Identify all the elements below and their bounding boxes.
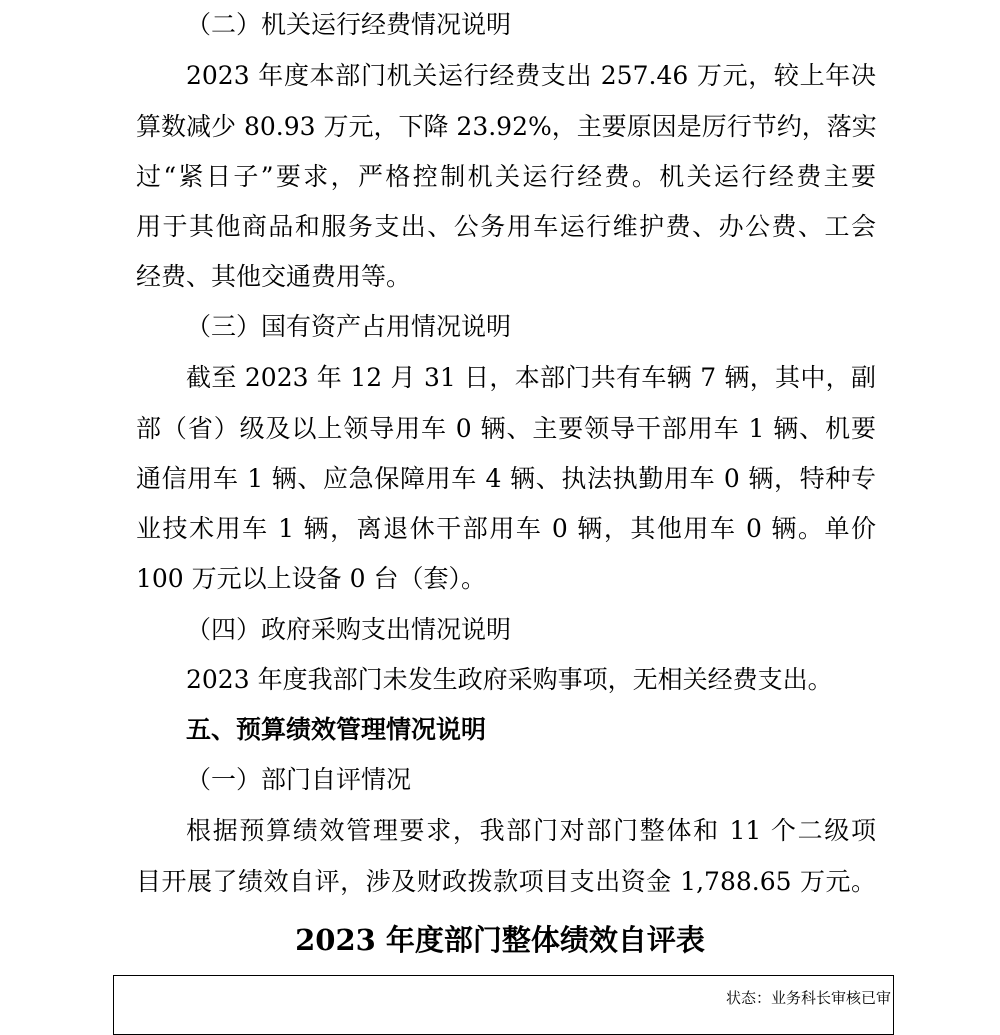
status-text: 状态：业务科长审核已审 [725, 989, 891, 1007]
paragraph-line: 2023 年度本部门机关运行经费支出 257.46 万元，较上年决 [186, 61, 876, 90]
paragraph-line: 业技术用车 1 辆，离退休干部用车 0 辆，其他用车 0 辆。单价 [136, 514, 876, 543]
section-heading-state-assets: （三）国有资产占用情况说明 [186, 312, 512, 341]
paragraph-line: 根据预算绩效管理要求，我部门对部门整体和 11 个二级项 [186, 816, 876, 845]
subsection-heading-self-evaluation: （一）部门自评情况 [186, 765, 412, 794]
paragraph-line: 用于其他商品和服务支出、公务用车运行维护费、办公费、工会 [136, 212, 876, 241]
paragraph-line: 算数减少 80.93 万元，下降 23.92%，主要原因是厉行节约，落实 [136, 112, 877, 141]
paragraph-line: 目开展了绩效自评，涉及财政拨款项目支出资金 1,788.65 万元。 [136, 867, 876, 896]
paragraph-line: 100 万元以上设备 0 台（套）。 [136, 564, 486, 593]
table-title: 2023 年度部门整体绩效自评表 [295, 923, 705, 957]
section-heading-performance: 五、预算绩效管理情况说明 [186, 715, 487, 744]
paragraph-line: 2023 年度我部门未发生政府采购事项，无相关经费支出。 [186, 665, 833, 694]
paragraph-line: 部（省）级及以上领导用车 0 辆、主要领导干部用车 1 辆、机要 [136, 414, 876, 443]
paragraph-line: 截至 2023 年 12 月 31 日，本部门共有车辆 7 辆，其中，副 [186, 363, 876, 392]
section-heading-procurement: （四）政府采购支出情况说明 [186, 615, 512, 644]
paragraph-line: 经费、其他交通费用等。 [136, 262, 412, 291]
paragraph-line: 通信用车 1 辆、应急保障用车 4 辆、执法执勤用车 0 辆，特种专 [136, 464, 876, 493]
paragraph-line: 过“紧日子”要求，严格控制机关运行经费。机关运行经费主要 [136, 162, 876, 191]
evaluation-table [113, 975, 894, 1035]
section-heading-admin-expenses: （二）机关运行经费情况说明 [186, 10, 512, 39]
